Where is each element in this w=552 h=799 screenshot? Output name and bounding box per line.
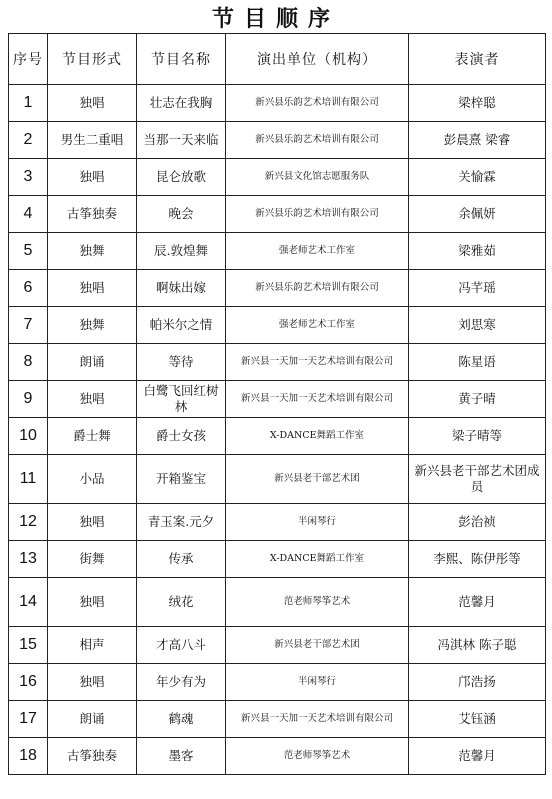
- performer: 冯芊瑶: [409, 270, 546, 307]
- program-name: 啊妹出嫁: [137, 270, 226, 307]
- row-number: 2: [9, 122, 48, 159]
- table-row: [9, 233, 546, 270]
- program-name: 墨客: [137, 738, 226, 775]
- table-row: [9, 381, 546, 418]
- performing-unit: 新兴县一天加一天艺术培训有限公司: [226, 344, 409, 381]
- table-row: [9, 418, 546, 455]
- program-form: 相声: [48, 627, 137, 664]
- performer: 黄子晴: [409, 381, 546, 418]
- performing-unit: 新兴县文化馆志愿服务队: [226, 159, 409, 196]
- program-form: 独唱: [48, 270, 137, 307]
- performing-unit: 范老师琴筝艺术: [226, 578, 409, 627]
- performing-unit: 半闲琴行: [226, 504, 409, 541]
- table-row: [9, 196, 546, 233]
- program-name: 年少有为: [137, 664, 226, 701]
- performing-unit: 新兴县一天加一天艺术培训有限公司: [226, 701, 409, 738]
- performer: 彭治祯: [409, 504, 546, 541]
- row-number: 18: [9, 738, 48, 775]
- performing-unit: 新兴县乐韵艺术培训有限公司: [226, 270, 409, 307]
- table-row: [9, 664, 546, 701]
- table-row: [9, 344, 546, 381]
- performing-unit: 半闲琴行: [226, 664, 409, 701]
- table-row: [9, 738, 546, 775]
- performer: 关愉霖: [409, 159, 546, 196]
- row-number: 4: [9, 196, 48, 233]
- performing-unit: 范老师琴筝艺术: [226, 738, 409, 775]
- row-number: 17: [9, 701, 48, 738]
- program-name: 才高八斗: [137, 627, 226, 664]
- row-number: 11: [9, 455, 48, 504]
- table-row: [9, 270, 546, 307]
- table-row: [9, 504, 546, 541]
- performer: 刘思寒: [409, 307, 546, 344]
- program-name: 绒花: [137, 578, 226, 627]
- program-name: 当那一天来临: [137, 122, 226, 159]
- performing-unit: 新兴县乐韵艺术培训有限公司: [226, 196, 409, 233]
- program-form: 男生二重唱: [48, 122, 137, 159]
- performer: 梁雅茹: [409, 233, 546, 270]
- performer: 余佩妍: [409, 196, 546, 233]
- program-form: 独唱: [48, 578, 137, 627]
- table-row: [9, 541, 546, 578]
- row-number: 10: [9, 418, 48, 455]
- program-name: 帕米尔之情: [137, 307, 226, 344]
- program-form: 独唱: [48, 504, 137, 541]
- row-number: 12: [9, 504, 48, 541]
- program-name: 壮志在我胸: [137, 85, 226, 122]
- row-number: 1: [9, 85, 48, 122]
- program-name: 等待: [137, 344, 226, 381]
- program-table: [8, 33, 546, 775]
- row-number: 6: [9, 270, 48, 307]
- performer: 范馨月: [409, 738, 546, 775]
- row-number: 15: [9, 627, 48, 664]
- header-no: 序号: [9, 34, 48, 85]
- program-form: 古筝独奏: [48, 196, 137, 233]
- program-form: 朗诵: [48, 701, 137, 738]
- program-name: 辰.敦煌舞: [137, 233, 226, 270]
- row-number: 13: [9, 541, 48, 578]
- program-form: 独唱: [48, 381, 137, 418]
- performer: 梁子晴等: [409, 418, 546, 455]
- header-unit: 演出单位（机构）: [226, 34, 409, 85]
- performing-unit: 强老师艺术工作室: [226, 233, 409, 270]
- performing-unit: X-DANCE舞蹈工作室: [226, 418, 409, 455]
- performer: 李熙、陈伊彤等: [409, 541, 546, 578]
- table-row: [9, 122, 546, 159]
- program-form: 朗诵: [48, 344, 137, 381]
- row-number: 8: [9, 344, 48, 381]
- performer: 范馨月: [409, 578, 546, 627]
- performer: 彭晨熹 梁睿: [409, 122, 546, 159]
- program-form: 独舞: [48, 233, 137, 270]
- header-form: 节目形式: [48, 34, 137, 85]
- header-name: 节目名称: [137, 34, 226, 85]
- program-form: 古筝独奏: [48, 738, 137, 775]
- table-row: [9, 85, 546, 122]
- row-number: 14: [9, 578, 48, 627]
- program-form: 爵士舞: [48, 418, 137, 455]
- table-row: [9, 578, 546, 627]
- program-form: 街舞: [48, 541, 137, 578]
- performer: 艾钰涵: [409, 701, 546, 738]
- performing-unit: X-DANCE舞蹈工作室: [226, 541, 409, 578]
- performing-unit: 新兴县一天加一天艺术培训有限公司: [226, 381, 409, 418]
- program-name: 传承: [137, 541, 226, 578]
- program-form: 独唱: [48, 664, 137, 701]
- table-row: [9, 627, 546, 664]
- table-row: [9, 455, 546, 504]
- program-form: 小品: [48, 455, 137, 504]
- program-name: 白鹭飞回红树林: [137, 381, 226, 418]
- program-name: 青玉案.元夕: [137, 504, 226, 541]
- program-name: 爵士女孩: [137, 418, 226, 455]
- program-form: 独舞: [48, 307, 137, 344]
- program-name: 开箱鉴宝: [137, 455, 226, 504]
- performing-unit: 新兴县乐韵艺术培训有限公司: [226, 122, 409, 159]
- performer: 梁梓聪: [409, 85, 546, 122]
- program-name: 晚会: [137, 196, 226, 233]
- performer: 陈星语: [409, 344, 546, 381]
- performing-unit: 新兴县乐韵艺术培训有限公司: [226, 85, 409, 122]
- performing-unit: 强老师艺术工作室: [226, 307, 409, 344]
- row-number: 7: [9, 307, 48, 344]
- performing-unit: 新兴县老干部艺术团: [226, 455, 409, 504]
- table-row: [9, 159, 546, 196]
- table-row: [9, 701, 546, 738]
- program-form: 独唱: [48, 85, 137, 122]
- program-name: 鹤魂: [137, 701, 226, 738]
- header-performer: 表演者: [409, 34, 546, 85]
- table-row: [9, 307, 546, 344]
- performer: 冯淇林 陈子聪: [409, 627, 546, 664]
- performer: 邝浩扬: [409, 664, 546, 701]
- row-number: 9: [9, 381, 48, 418]
- program-form: 独唱: [48, 159, 137, 196]
- row-number: 16: [9, 664, 48, 701]
- header-row: [9, 34, 546, 85]
- page-title: 节目顺序: [211, 6, 340, 32]
- row-number: 3: [9, 159, 48, 196]
- program-name: 昆仑放歌: [137, 159, 226, 196]
- row-number: 5: [9, 233, 48, 270]
- performer: 新兴县老干部艺术团成员: [409, 455, 546, 504]
- performing-unit: 新兴县老干部艺术团: [226, 627, 409, 664]
